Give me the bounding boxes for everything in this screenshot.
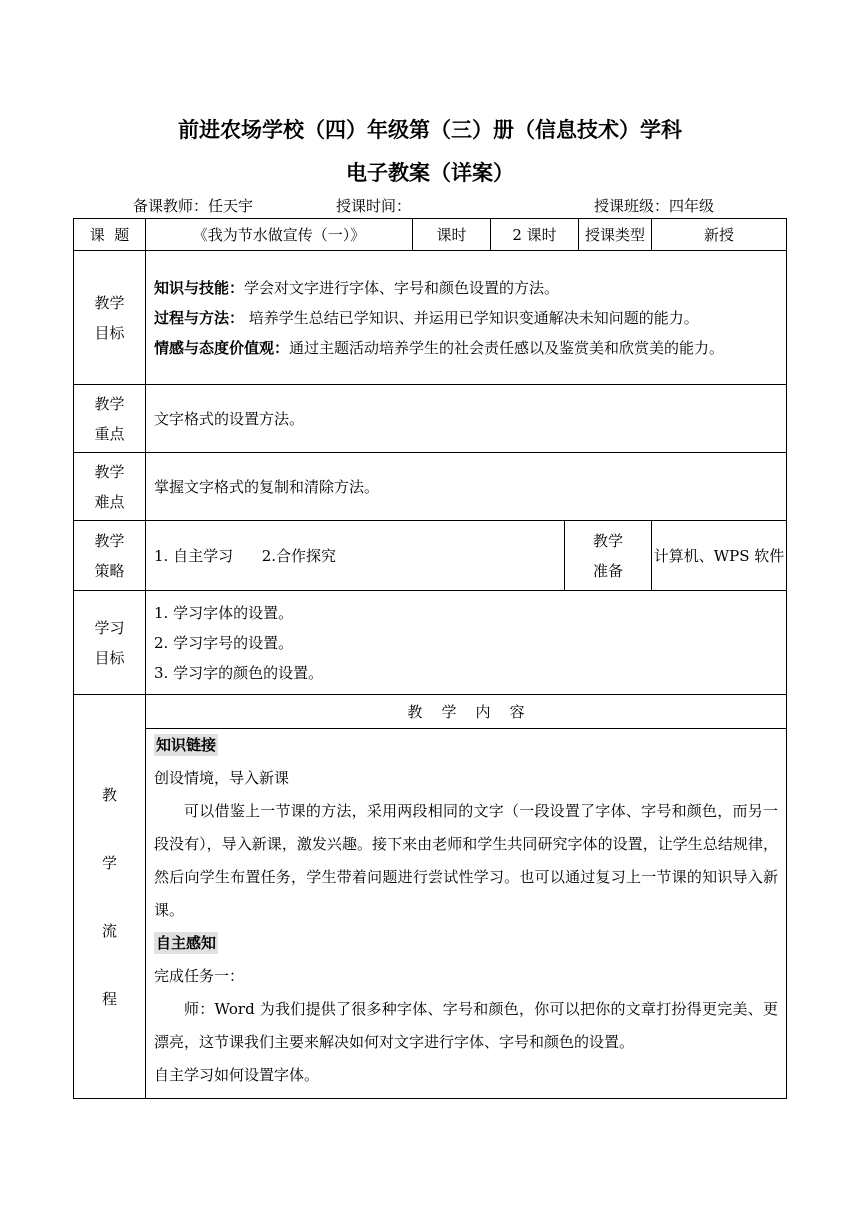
section-heading: 自主感知 [156, 934, 217, 952]
section-subheading: 创设情境，导入新课 [154, 769, 290, 787]
flow-content [146, 729, 787, 1099]
learning-goals-row [74, 591, 787, 695]
difficulty-label: 教学 难点 [74, 453, 146, 521]
lesson-type-value: 新授 [652, 219, 787, 251]
strategy-label: 教学 策略 [74, 521, 146, 591]
content-header: 教 学 内 容 [146, 695, 787, 729]
teaching-goals-label: 教学 目标 [74, 251, 146, 385]
learning-goals-list [146, 591, 787, 695]
document-subtitle: 电子教案（详案） [346, 161, 514, 185]
flow-header-row [74, 695, 787, 729]
emotion-goal: 情感与态度价值观：通过主题活动培养学生的社会责任感以及鉴赏美和欣赏美的能力。 [154, 338, 725, 357]
flow-content-row [74, 729, 787, 1099]
hours-value: 2 课时 [491, 219, 579, 251]
preparation-label: 教学 准备 [565, 521, 652, 591]
paragraph: 可以借鉴上一节课的方法，采用两段相同的文字（一段设置了字体、字号和颜色，而另一段没有），导入新课，激发兴趣。接下来由老师和学生共同研究字体的设置，让学生总结规律，然后向学生布置任务，学生带着问题进行尝试性学习。也可以通过复习上一节课的知识导入新课。 [154, 802, 778, 919]
topic-value: 《我为节水做宣传（一）》 [146, 219, 413, 251]
strategy-text: 1. 自主学习 2.合作探究 [146, 521, 565, 591]
section-heading: 知识链接 [156, 736, 217, 754]
teacher-label: 备课教师：任天宇 [133, 197, 254, 215]
class-label: 授课班级：四年级 [594, 197, 715, 215]
teaching-goals-row [74, 251, 787, 385]
topic-label: 课 题 [74, 219, 146, 251]
teaching-flow-label: 教 学 流 程 [74, 695, 146, 1099]
paragraph: 自主学习如何设置字体。 [154, 1066, 320, 1084]
difficulty-row [74, 453, 787, 521]
difficulty-text: 掌握文字格式的复制和清除方法。 [146, 453, 787, 521]
hours-label: 课时 [413, 219, 491, 251]
teaching-goals-content [146, 251, 787, 385]
process-goal: 过程与方法： 培养学生总结已学知识、并运用已学知识变通解决未知问题的能力。 [154, 308, 699, 327]
preparation-text: 计算机、WPS 软件 [652, 521, 787, 591]
key-point-row [74, 385, 787, 453]
lesson-time-label: 授课时间： [336, 197, 412, 215]
key-point-label: 教学 重点 [74, 385, 146, 453]
lesson-plan-table [73, 218, 787, 1099]
section-subheading: 完成任务一： [154, 967, 245, 985]
lesson-type-label: 授课类型 [579, 219, 652, 251]
knowledge-goal: 知识与技能：学会对文字进行字体、字号和颜色设置的方法。 [154, 278, 560, 297]
list-item: 3. 学习字的颜色的设置。 [154, 663, 324, 682]
key-point-text: 文字格式的设置方法。 [146, 385, 787, 453]
strategy-row [74, 521, 787, 591]
list-item: 2. 学习字号的设置。 [154, 633, 294, 652]
list-item: 1. 学习字体的设置。 [154, 603, 294, 622]
document-title: 前进农场学校（四）年级第（三）册（信息技术）学科 [178, 118, 682, 142]
paragraph: 师：Word 为我们提供了很多种字体、字号和颜色，你可以把你的文章打扮得更完美、更漂亮，这节课我们主要来解决如何对文字进行字体、字号和颜色的设置。 [154, 1000, 778, 1051]
topic-row [74, 219, 787, 251]
learning-goals-label: 学习 目标 [74, 591, 146, 695]
